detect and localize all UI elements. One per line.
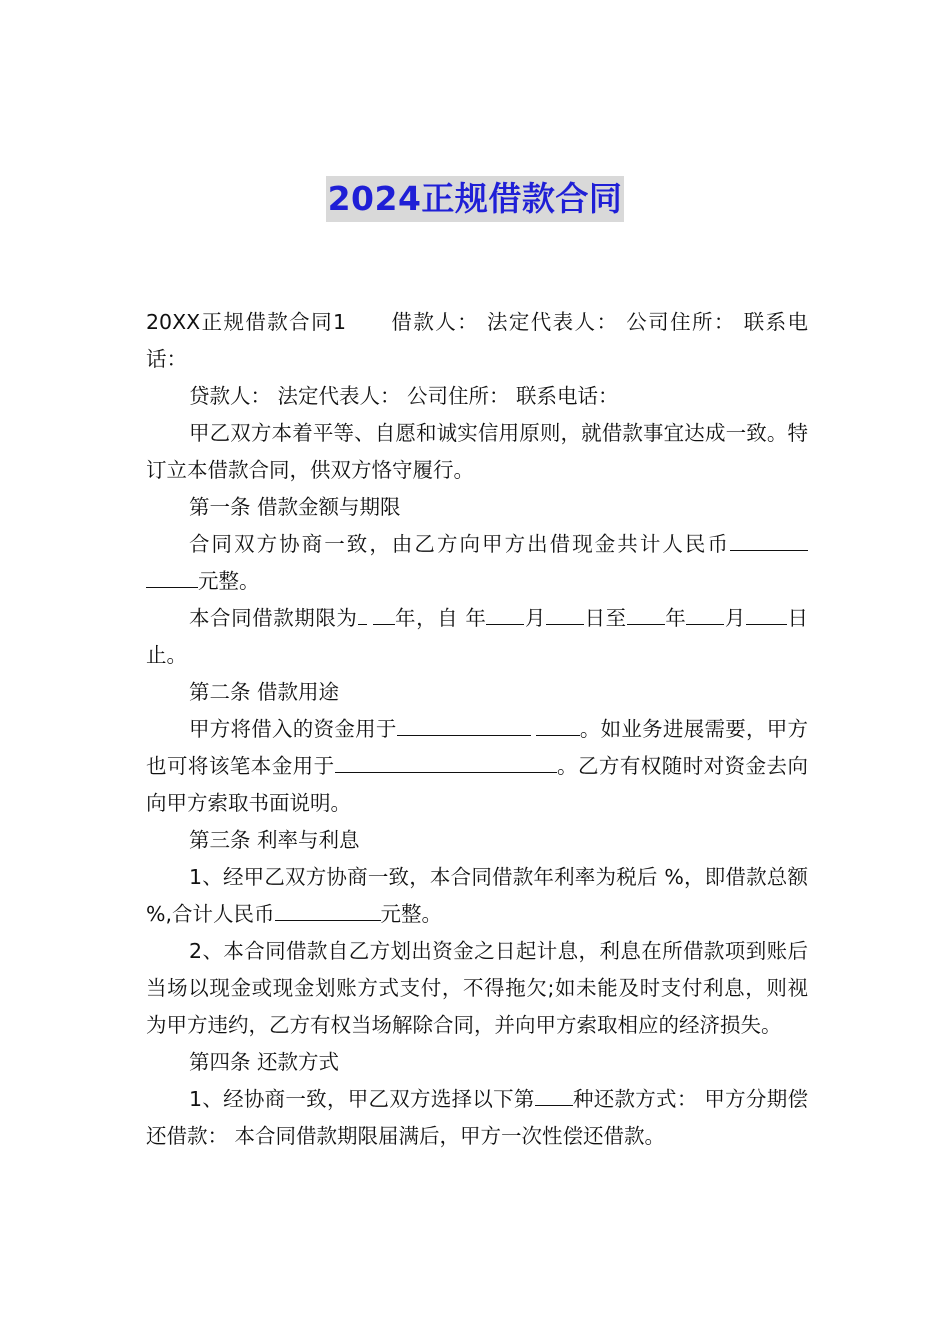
term-text-c: 月 xyxy=(524,606,547,630)
term-blank-7 xyxy=(746,602,757,625)
article3-title: 第三条 利率与利息 xyxy=(189,828,360,852)
article1-amount-paragraph xyxy=(146,526,808,600)
amount-blank-2 xyxy=(146,565,198,588)
article3-item1-a: 1、经甲乙双方协商一致，本合同借款年利率为税后 %，即借款总额 %,合计人民币 xyxy=(146,865,808,926)
article3-item1 xyxy=(146,859,808,933)
term-text-b: 年，自 年 xyxy=(394,606,487,630)
article1-amount-after: 元整。 xyxy=(198,569,260,593)
term-text-a: 本合同借款期限为 xyxy=(189,606,358,630)
term-blank-4 xyxy=(546,602,584,625)
intro-borrower: 借款人： 法定代表人： 公司住所： 联系电话： xyxy=(146,310,808,371)
term-text-e: 年 xyxy=(664,606,687,630)
purpose-blank-3 xyxy=(335,750,557,773)
term-text-d: 日至 xyxy=(584,606,627,630)
interest-blank xyxy=(275,898,381,921)
preamble-paragraph: 甲乙双方本着平等、自愿和诚实信用原则，就借款事宜达成一致。特订立本借款合同，供双方恪守履行。 xyxy=(146,421,808,482)
term-blank-2 xyxy=(373,602,395,625)
article2-text-b: 。如业务进展需要，甲方也可将该笔本金用于 xyxy=(146,717,809,778)
term-blank-5 xyxy=(627,602,665,625)
article2-text-a: 甲方将借入的资金用于 xyxy=(189,717,397,741)
lender-paragraph: 贷款人： 法定代表人： 公司住所： 联系电话： xyxy=(189,384,619,408)
purpose-blank-1 xyxy=(397,713,531,736)
document-title: 2024正规借款合同 xyxy=(326,176,625,222)
article3-item2: 2、本合同借款自乙方划出资金之日起计息，利息在所借款项到账后当场以现金或现金划账方式支付，不得拖欠;如未能及时支付利息，则视为甲方违约，乙方有权当场解除合同，并向甲方索取相应的经济损失。 xyxy=(146,939,808,1037)
term-blank-8 xyxy=(757,602,787,625)
amount-blank-1 xyxy=(730,528,808,551)
article1-term-paragraph xyxy=(146,600,808,674)
article2-title: 第二条 借款用途 xyxy=(189,680,340,704)
repayment-option-blank xyxy=(535,1083,573,1106)
term-text-g: 日止。 xyxy=(146,606,809,667)
title-block xyxy=(0,176,950,222)
term-blank-6 xyxy=(686,602,724,625)
term-text-f: 月 xyxy=(724,606,746,630)
article1-amount-before: 合同双方协商一致，由乙方向甲方出借现金共计人民币 xyxy=(189,532,730,556)
term-blank-1 xyxy=(358,602,367,625)
article4-item1 xyxy=(146,1081,808,1155)
article4-item1-a: 1、经协商一致，甲乙双方选择以下第 xyxy=(189,1087,535,1111)
article3-item1-b: 元整。 xyxy=(380,902,442,926)
contract-body xyxy=(146,304,808,1155)
term-blank-3 xyxy=(486,602,524,625)
article4-title: 第四条 还款方式 xyxy=(189,1050,340,1074)
article2-text-c: 。乙方有权随时对资金去向向甲方索取书面说明。 xyxy=(146,754,809,815)
article4-item1-b: 种还款方式： 甲方分期偿还借款： 本合同借款期限届满后，甲方一次性偿还借款。 xyxy=(146,1087,808,1148)
intro-heading: 20XX正规借款合同1 xyxy=(146,310,347,334)
purpose-blank-2 xyxy=(536,713,580,736)
article2-paragraph xyxy=(146,711,808,822)
intro-paragraph xyxy=(146,304,808,378)
article1-title: 第一条 借款金额与期限 xyxy=(189,495,401,519)
